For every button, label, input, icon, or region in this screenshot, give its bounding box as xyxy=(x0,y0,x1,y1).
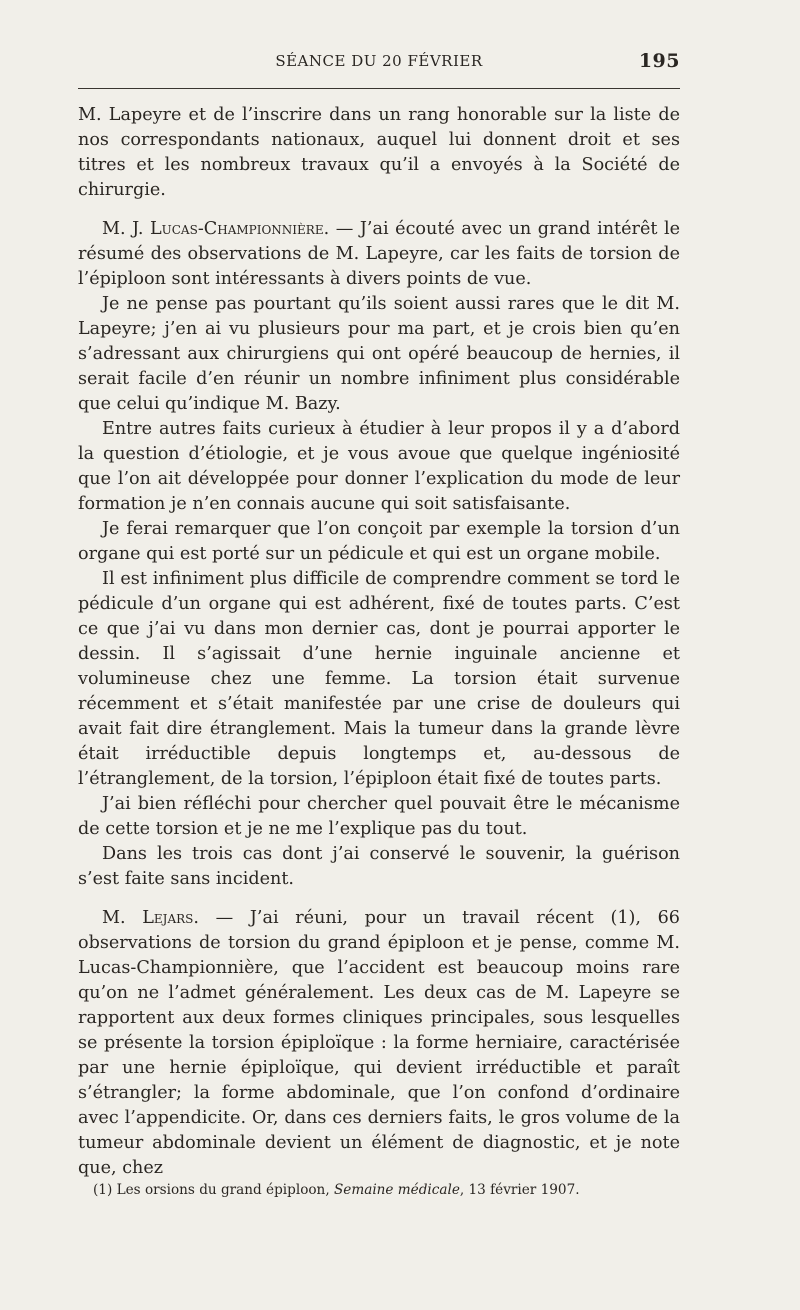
speaker-name: M. Lejars. xyxy=(102,908,200,928)
paragraph: Je ferai remarquer que l’on conçoit par exemple la torsion d’un organe qui est porté sur un pédicule et qui est un organe mobile. xyxy=(78,519,680,564)
paragraph: Il est infiniment plus difficile de comprendre comment se tord le pédicule d’un organe qui est adhérent, fixé de toutes parts. C’est ce que j’ai vu dans mon dernier cas, dont je pourrai apporter le dessin. Il s’agissait d’une hernie inguinale ancienne et volumineuse chez une femme. La torsion était survenue récemment et s’était manifestée par une crise de douleurs qui avait fait dire étranglement. Mais la tumeur dans la grande lèvre était irréductible depuis longtemps et, au-dessous de l’étranglement, de la torsion, l’épiploon était fixé de toutes parts. xyxy=(78,569,680,789)
body-text xyxy=(78,103,680,1181)
paragraph: Dans les trois cas dont j’ai conservé le souvenir, la guérison s’est faite sans incident. xyxy=(78,844,680,889)
paragraph-lejars: M. Lejars. — J’ai réuni, pour un travail récent (1), 66 observations de torsion du grand épiploon et je pense, comme M. Lucas-Championnière, que l’accident est beaucoup moins rare qu’on ne l’admet généralement. Les deux cas de M. Lapeyre se rapportent aux deux formes cliniques principales, sous lesquelles se présente la torsion épiploïque : la forme herniaire, caractérisée par une hernie épiploïque, qui devient irréductible et paraît s’étrangler; la forme abdominale, que l’on confond d’ordinaire avec l’appendicite. Or, dans ces derniers faits, le gros volume de la tumeur abdominale devient un élément de diagnostic, et je note que, chez xyxy=(78,908,681,1178)
journal-title: Semaine médicale xyxy=(333,1182,460,1198)
paragraph: Entre autres faits curieux à étudier à leur propos il y a d’abord la question d’étiologie, et je vous avoue que quelque ingéniosité que l’on ait développée pour donner l’explication du mode de leur formation je n’en connais aucune qui soit satisfaisante. xyxy=(78,419,680,514)
running-header xyxy=(78,50,680,72)
paragraph: J’ai bien réfléchi pour chercher quel pouvait être le mécanisme de cette torsion et je ne me l’explique pas du tout. xyxy=(78,794,680,839)
footnote: (1) Les orsions du grand épiploon, Semaine médicale, 13 février 1907. xyxy=(93,1182,580,1198)
header-rule xyxy=(78,88,680,89)
page-number: 195 xyxy=(638,50,680,72)
paragraph: Je ne pense pas pourtant qu’ils soient aussi rares que le dit M. Lapeyre; j’en ai vu plusieurs pour ma part, et je crois bien qu’en s’adressant aux chirurgiens qui ont opéré beaucoup de hernies, il serait facile d’en réunir un nombre infiniment plus considérable que celui qu’indique M. Bazy. xyxy=(78,294,680,414)
speaker-name: M. J. Lucas-Championnière. xyxy=(102,219,330,239)
header-title: SÉANCE DU 20 FÉVRIER xyxy=(275,52,483,70)
paragraph-lucas-championniere-intro: M. J. Lucas-Championnière. — J’ai écouté avec un grand intérêt le résumé des observations de M. Lapeyre, car les faits de torsion de l’épiploon sont intéressants à divers points de vue. xyxy=(78,219,681,289)
paragraph-continuation: M. Lapeyre et de l’inscrire dans un rang honorable sur la liste de nos correspondants nationaux, auquel lui donnent droit et ses titres et les nombreux travaux qu’il a envoyés à la Société de chirurgie. xyxy=(78,105,680,200)
